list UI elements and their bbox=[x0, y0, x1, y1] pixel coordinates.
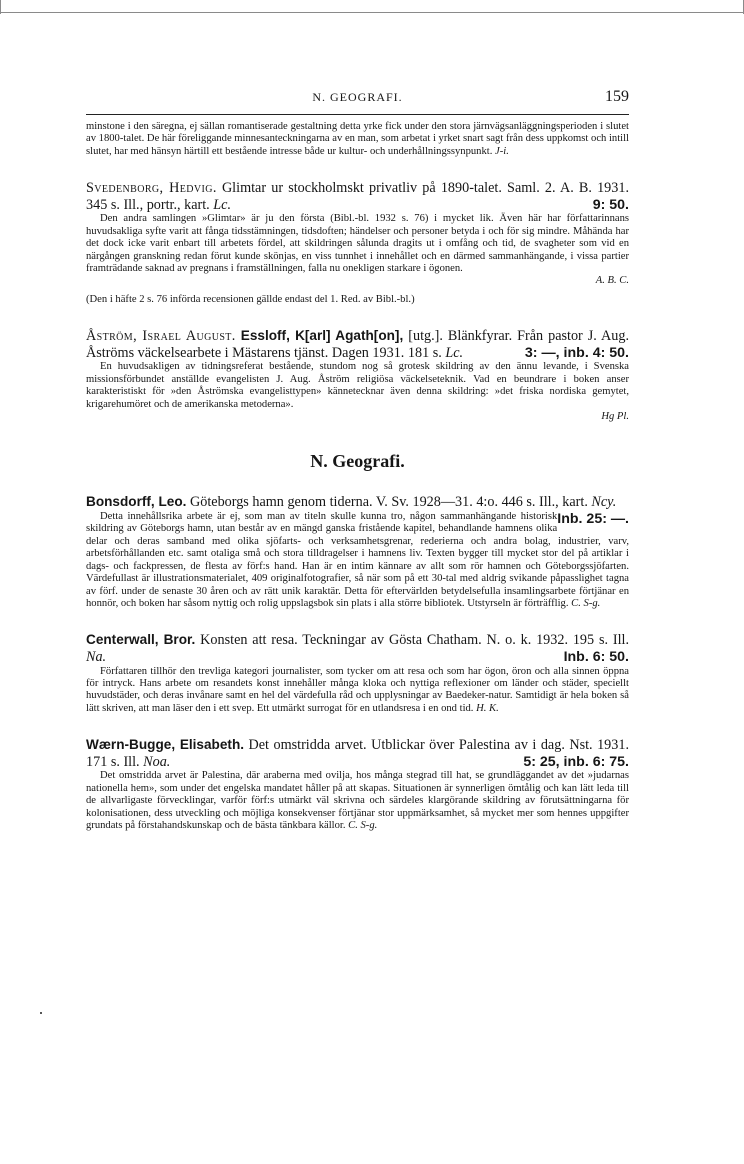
continued-review-signature: J-i. bbox=[495, 145, 509, 157]
header-rule bbox=[86, 114, 629, 115]
stray-mark bbox=[40, 1012, 42, 1014]
entry-review: Detta innehållsrika arbete är ej, som man av titeln skulle kunna tro, någon sammanhängande historisk skildring av Göteborgs hamn, utan består av en mängd ganska fristående kapitel, behandlande hamnens olika delar och deras samband med olika sjöfarts- och verksamhetsgrenar, rederierna och andra bolag, industrier, varv, arbetsförhållanden etc. samt otaliga små och stora tilldragelser i hamnens liv. Texten bygger till mycket stor del på artiklar i dags- och fackpressen, de flesta av förf:s hand. Han är en intim kännare av allt som rör hamnen och Göteborgssjöfarten. Värdefullast är illustrationsmaterialet, 409 originalfotografier, så när som på ett 30-tal med aldrig svikande påpasslighet tagna av förf. under de senaste 30 åren och av rätt unik karaktär. Detta för eftervärlden betydelsefulla insamlingsarbete förtjänar en honnör, och boken har såsom nyttig och rolig uppslagsbok sin plats i alla större bibliotek. Utstyrseln är förträfflig. bbox=[86, 511, 629, 609]
page bbox=[86, 88, 629, 850]
entry-signature: H. K. bbox=[476, 702, 499, 714]
entry-publisher: Ncy. bbox=[591, 494, 617, 511]
entry-review: Den andra samlingen »Glimtar» är ju den första (Bibl.-bl. 1932 s. 76) i mycket lik. Även här har författarinnans huvudsakliga syfte varit att fånga tidsstämningen, tidsdoften; händelser och personer betyda i och för sig mindre. Måhända har det dock icke varit enbart till arbetets fördel, att skildringen sålunda dragits ut i omfång och tid, de svagheter som vid en närgången granskning redan förut kunde skönjas, en viss tunnhet i innehållet och en därmed sammanhängande, i vissa partier framträdande saknad av pregnans i framställningen, falla nu onekligen starkare i ögonen. bbox=[86, 213, 629, 275]
entry-author: Wærn-Bugge, Elisabeth. bbox=[86, 737, 245, 753]
scan-top-edge bbox=[0, 12, 744, 13]
entry-author: Centerwall, Bror. bbox=[86, 632, 196, 648]
entry-title: Göteborgs hamn genom tiderna. V. Sv. 1928—31. 4:o. 446 s. Ill., kart. bbox=[189, 494, 588, 511]
entry-publisher: Noa. bbox=[143, 753, 171, 770]
entry-title: Det omstridda arvet. Utblickar över Palestina av i dag. Nst. 1931. 171 s. Ill. bbox=[86, 737, 629, 770]
entry-publisher: Lc. bbox=[213, 196, 232, 213]
entry-title: [utg.]. Blänkfyrar. Från pastor J. Aug. Åströms väckelsearbete i Mästarens tjänst. Dagen 1931. 181 s. bbox=[86, 328, 630, 361]
running-head bbox=[86, 88, 629, 110]
entry-svedenborg bbox=[86, 180, 629, 306]
entry-price: 3: —, inb. 4: 50. bbox=[524, 344, 629, 361]
section-title: N. Geografi. bbox=[310, 451, 405, 472]
entry-title: Glimtar ur stockholmskt privatliv på 1890-talet. Saml. 2. A. B. 1931. 345 s. Ill., portr., kart. bbox=[86, 180, 630, 213]
entry-bonsdorff bbox=[86, 494, 629, 610]
entry-astrom bbox=[86, 328, 629, 423]
continued-review bbox=[86, 121, 629, 158]
entry-title: Konsten att resa. Teckningar av Gösta Chatham. N. o. k. 1932. 195 s. Ill. bbox=[200, 632, 630, 649]
entry-signature: Hg Pl. bbox=[601, 411, 629, 423]
entry-editor: Essloff, K[arl] Agath[on], bbox=[240, 328, 404, 344]
entry-publisher: Lc. bbox=[445, 344, 464, 361]
scan-left-mark bbox=[0, 0, 1, 14]
entry-review: Det omstridda arvet är Palestina, där araberna med ovilja, hos många stegrad till hat, se grundläggandet av det »judarnas nationella hem», som under det engelska mandatet håller på att skapas. Situationen är synnerligen ömtålig och kan lätt leda till de allvarligaste förvecklingar, varför förf:s utmärkt väl skrivna och särdeles klargörande skildring av förutsättningarna för kolonisationen, dess utveckling och möjliga konsekvenser förtjänar stor uppmärksamhet, så mycket mer som hennes uppgifter grundats på förstahandskunskap och de bästa tänkbara källor. bbox=[86, 770, 629, 831]
page-number: 159 bbox=[605, 88, 629, 105]
running-head-section: N. GEOGRAFI. bbox=[312, 90, 403, 104]
entry-review: Författaren tillhör den trevliga kategori journalister, som tycker om att resa och som har ögon, öron och alla sinnen öppna för intryck. Hans arbete om resandets konst innehåller många kloka och nyttiga reflexioner om länder och städer, speciellt huvudstäder, och deras invånare samt en hel del värdefulla råd och upplysningar av Baedeker-natur. Samtidigt är hela boken så lätt skriven, att man läser den i ett svep. Ett utmärkt surrogat för en utlandsresa i en ond tid. bbox=[86, 665, 629, 714]
entry-author: Åström, Israel August. bbox=[86, 328, 236, 345]
entry-note: (Den i häfte 2 s. 76 införda recensionen gällde endast del 1. Red. av Bibl.-bl.) bbox=[86, 293, 415, 305]
entry-signature: C. S-g. bbox=[571, 597, 601, 609]
continued-review-text: minstone i den säregna, ej sällan romantiserade gestaltning detta yrke fick under den stora järnvägsanläggningsperioden i slutet av 1800-talet. De här föreliggande minnesanteckningarna av en man, som arbetat i yrket snart sagt från dess uppkomst och intill slutet, har med hänsyn härtill ett bestående intresse både ur kultur- och underhållningssynpunkt. bbox=[86, 121, 629, 157]
entry-review: En huvudsakligen av tidningsreferat bestående, stundom nog så grotesk skildring av den ännu levande, i Svenska missionsförbundet anställde evangelisten J. Aug. Åström religiösa väckelseteknik. Vad en beundrare i boken anser karakteristiskt för »den Åströmska evangelisttypen» kännetecknar även denna skildring: »det friska nordiska gemytet, krigarehumöret och de amerikanska metoderna». bbox=[86, 361, 629, 410]
entry-centerwall bbox=[86, 632, 629, 715]
entry-signature: C. S-g. bbox=[348, 819, 378, 831]
entry-price: Inb. 6: 50. bbox=[563, 648, 629, 665]
entry-signature: A. B. C. bbox=[595, 275, 629, 287]
entry-author: Bonsdorff, Leo. bbox=[86, 494, 187, 510]
entry-author: Svedenborg, Hedvig. bbox=[86, 180, 217, 197]
entry-waern-bugge bbox=[86, 737, 629, 832]
entry-price: 9: 50. bbox=[592, 196, 629, 213]
entry-price: 5: 25, inb. 6: 75. bbox=[523, 753, 629, 770]
entry-publisher: Na. bbox=[86, 648, 107, 665]
entry-price: Inb. 25: —. bbox=[557, 511, 629, 528]
